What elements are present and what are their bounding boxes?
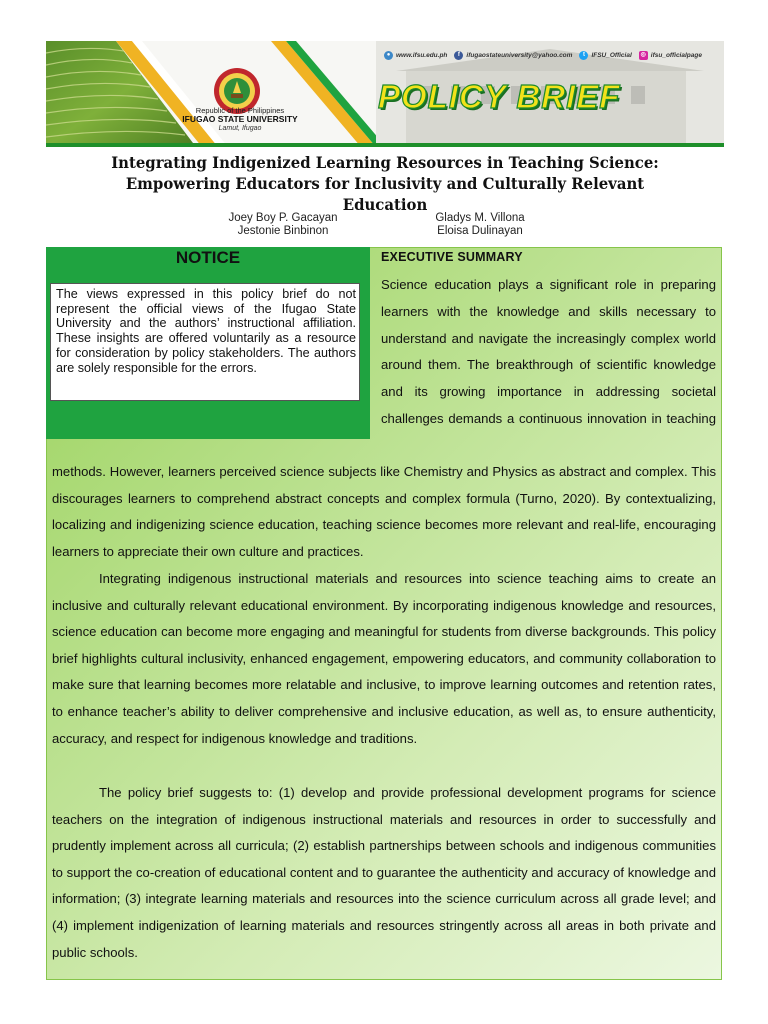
facebook-link[interactable] — [454, 51, 572, 60]
instagram-link[interactable] — [639, 51, 702, 60]
author-name: Joey Boy P. Gacayan — [228, 212, 338, 224]
instagram-icon: ◎ — [640, 52, 646, 58]
authors-left — [208, 212, 358, 238]
summary-paragraph-1-narrow: Science education plays a significant role in preparing learners with the knowledge and skills necessary to understand and navigate the increasingly complex world around them. The breakthrough of scientific knowledge and its growing importance in addressing societal challenges demands a continuous innovation in teaching — [381, 277, 716, 426]
website-label: www.ifsu.edu.ph — [396, 52, 448, 59]
author-name: Gladys M. Villona — [435, 212, 525, 224]
banner-bottom-bar — [46, 143, 724, 147]
summary-paragraph-2: Integrating indigenous instructional materials and resources into science teaching aims to create an inclusive and culturally relevant educational environment. By incorporating indigenous knowledge and resources, science education can become more engaging and meaningful for students from diverse backgrounds. This policy brief highlights cultural inclusivity, enhanced engagement, empowering educators, and community collaboration to make sure that learning becomes more relatable and inclusive, to improve learning outcomes and retention rates, to enhance teacher’s ability to deliver comprehensive and inclusive education, as well as, to ensure authenticity, accuracy, and respect for indigenous knowledge and traditions. — [52, 571, 716, 746]
globe-icon: ● — [384, 51, 393, 60]
author-name: Jestonie Binbinon — [237, 225, 329, 237]
authors-right — [415, 212, 545, 238]
twitter-link[interactable] — [579, 51, 631, 60]
summary-paragraph-3: The policy brief suggests to: (1) develop and provide professional development programs for science teachers on the integration of indigenous instructional materials and resources in order to successfully and prudently implement across all curricula; (2) establish partnerships between schools and indigenous communities to support the co-creation of educational content and to guarantee the authenticity and accuracy of knowledge and information; (3) integrate learning materials and resources into the science curriculum across all grade level; and (4) implement indigenization of learning materials and resources stringently across all areas in both private and public schools. — [52, 785, 716, 960]
summary-paragraph-1-continued: methods. However, learners perceived science subjects like Chemistry and Physics as abstract and complex. This discourages learners to comprehend abstract concepts and complex formula (Turno, 2020). By contextualizing, localizing and indigenizing science education, teaching science becomes more relevant and real-life, encouraging learners to appreciate their own culture and practices. — [52, 464, 716, 559]
facebook-icon: f — [454, 51, 463, 60]
notice-body: The views expressed in this policy brief do not represent the official views of the Ifugao State University and the authors’ instructional affiliation. These insights are offered voluntarily as a resource for consideration by policy stakeholders. The authors are solely responsible for the errors. — [50, 283, 360, 401]
country-label: Republic of the Philippines — [195, 106, 285, 115]
university-name-block — [175, 106, 305, 133]
notice-box — [46, 247, 370, 439]
social-links — [384, 51, 702, 60]
executive-summary-heading: EXECUTIVE SUMMARY — [381, 250, 523, 264]
author-name: Eloisa Dulinayan — [437, 225, 523, 237]
instagram-label: ifsu_officialpage — [650, 52, 702, 59]
policy-brief-banner-title: POLICY BRIEF — [378, 78, 621, 115]
website-link[interactable] — [384, 51, 447, 60]
twitter-icon: t — [579, 51, 588, 60]
university-name: IFUGAO STATE UNIVERSITY — [182, 114, 298, 124]
twitter-label: IFSU_Official — [591, 52, 632, 59]
notice-heading: NOTICE — [175, 248, 241, 267]
document-title: Integrating Indigenized Learning Resources in Teaching Science: Empowering Educators for Inclusivity and Culturally Relevant Education — [111, 153, 659, 214]
facebook-label: ifugaostateuniversity@yahoo.com — [466, 52, 573, 59]
university-location: Lamut, Ifugao — [218, 125, 262, 132]
